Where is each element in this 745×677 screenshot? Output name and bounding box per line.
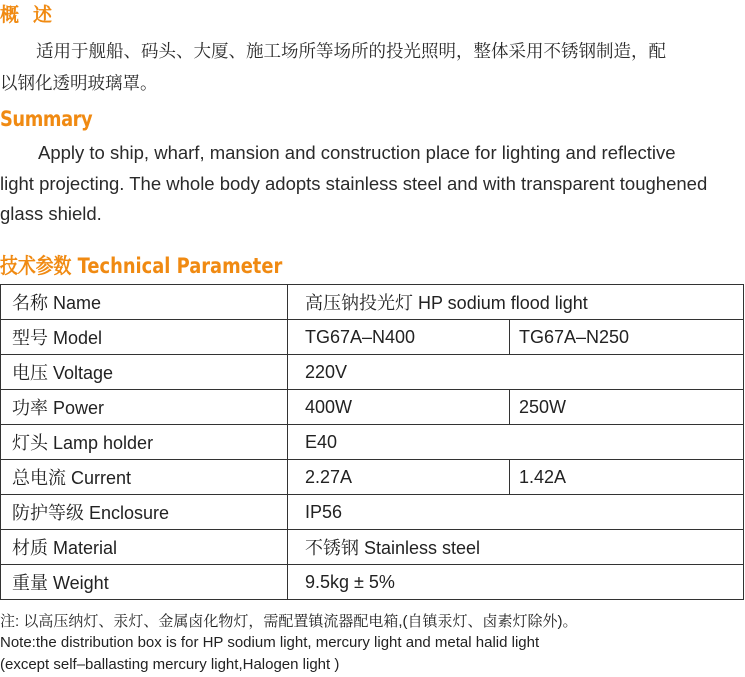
parameter-value: 250W [510,390,744,425]
summary-line-3: glass shield. [0,203,102,224]
overview-heading: 概述 [0,4,67,26]
parameter-label: 型号 Model [1,320,288,355]
parameter-value: 高压钠投光灯 HP sodium flood light [288,285,744,320]
parameter-value: TG67A–N400 [288,320,510,355]
parameter-label: 电压 Voltage [1,355,288,390]
overview-line-1: 适用于舰船、码头、大厦、施工场所等场所的投光照明，整体采用不锈钢制造，配 [36,42,666,62]
parameter-row [1,565,744,600]
note-line-1: 注: 以高压纳灯、汞灯、金属卤化物灯，需配置镇流器配电箱,(自镇汞灯、卤素灯除外)。 [0,613,578,630]
note-line-2: Note:the distribution box is for HP sodium light, mercury light and metal halid light [0,634,540,651]
parameter-row [1,425,744,460]
parameter-value: 220V [288,355,744,390]
summary-line-1: Apply to ship, wharf, mansion and construction place for lighting and reflective [38,142,676,163]
parameter-value: 不锈钢 Stainless steel [288,530,744,565]
parameter-row [1,495,744,530]
parameter-row [1,460,744,495]
technical-heading: 技术参数 Technical Parameter [0,254,283,278]
parameter-label: 名称 Name [1,285,288,320]
parameter-label: 材质 Material [1,530,288,565]
parameter-label: 重量 Weight [1,565,288,600]
parameter-row [1,530,744,565]
summary-line-2: light projecting. The whole body adopts stainless steel and with transparent toughened [0,173,708,194]
parameter-value: 400W [288,390,510,425]
parameter-value: 1.42A [510,460,744,495]
parameter-table [0,284,744,600]
parameter-row [1,285,744,320]
parameter-row [1,355,744,390]
parameter-value: 2.27A [288,460,510,495]
parameter-label: 总电流 Current [1,460,288,495]
parameter-value: IP56 [288,495,744,530]
parameter-value: 9.5kg ± 5% [288,565,744,600]
parameter-value: TG67A–N250 [510,320,744,355]
parameter-row [1,390,744,425]
parameter-label: 功率 Power [1,390,288,425]
parameter-label: 灯头 Lamp holder [1,425,288,460]
summary-heading: Summary [0,107,93,131]
parameter-row [1,320,744,355]
parameter-label: 防护等级 Enclosure [1,495,288,530]
parameter-value: E40 [288,425,744,460]
note-line-3: (except self–ballasting mercury light,Halogen light ) [0,656,340,673]
overview-line-2: 以钢化透明玻璃罩。 [0,74,158,94]
